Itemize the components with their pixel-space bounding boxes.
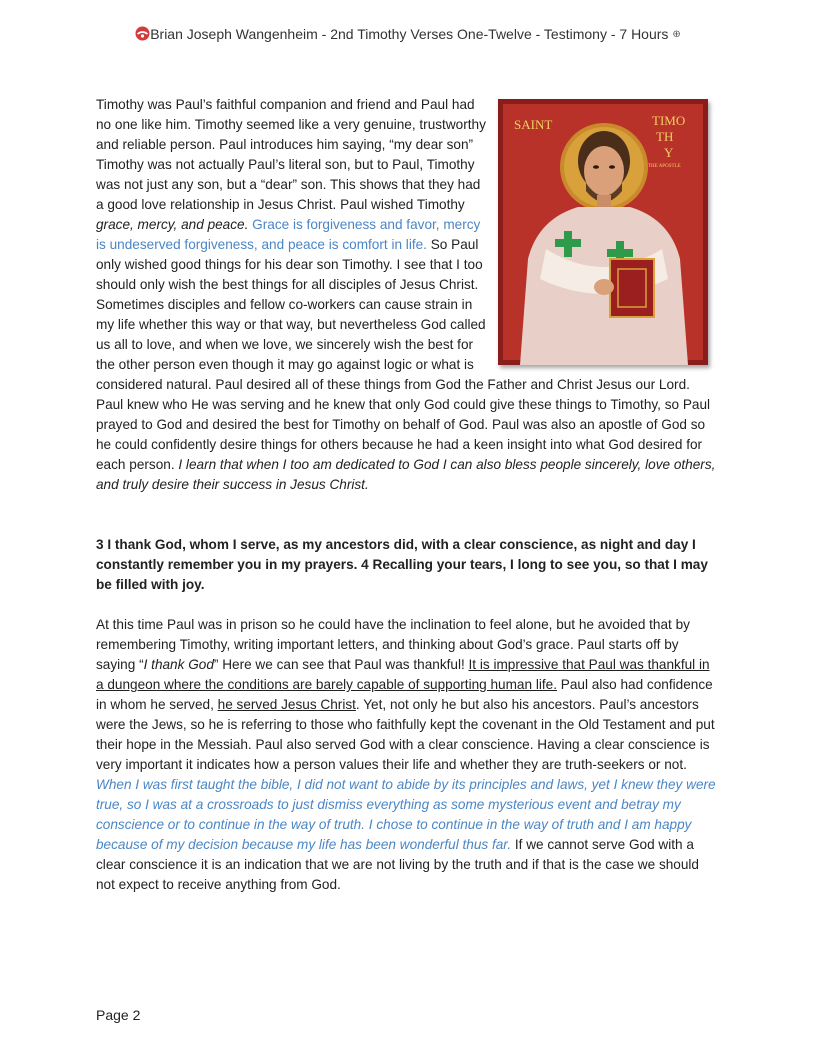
icon-name-line3: Y (664, 145, 674, 160)
p2-text-b: ” Here we can see that Paul was thankful! (213, 657, 469, 672)
paragraph-2 (96, 615, 720, 895)
p2-text-d: . Yet, not only he but also his ancestors. Paul’s ancestors were the Jews, so he is referring to those who faithfully kept the covenant in the Old Testament and put their hope in the Messiah. Paul also served God with a clear conscience. Having a clear conscience is very important it indicates how a person values their life and whether they are truth-seekers or not. (96, 697, 715, 772)
document-body (96, 95, 720, 895)
p2-text-a: At this time Paul was in prison so he could have the inclination to feel alone, but he avoided that by remembering Timothy, writing important letters, and thinking about God’s grace. Paul starts off by saying “ (96, 617, 690, 672)
p2-blue-testimony: When I was first taught the bible, I did not want to abide by its principles and laws, yet I knew they were true, so I was at a crossroads to just dismiss everything as some mysterious event and betray my conscience or to continue in the way of truth. I chose to continue in the way of truth and I am happy because of my decision because my life has been wonderful thus far. (96, 777, 716, 852)
icon-name-line2: TH (656, 129, 674, 144)
saint-timothy-icon-image (498, 99, 708, 365)
page-number: Page 2 (96, 1007, 141, 1023)
page-header (0, 26, 816, 42)
p2-underline-served: he served Jesus Christ (217, 697, 356, 712)
p1-text-a: Timothy was Paul’s faithful companion and friend and Paul had no one like him. Timothy seemed like a very genuine, trustworthy and reliable person. Paul introduces him saying, “my dear son” Timothy was not actually Paul’s literal son, but to Paul, Timothy was not just any son, but a “dear” son. This shows that they had a good love relationship in Jesus Christ. Paul wished Timothy (96, 97, 486, 212)
icon-epithet: THE APOSTLE (648, 164, 681, 169)
logo-icon (135, 26, 150, 41)
p1-italic-grace: grace, mercy, and peace. (96, 217, 249, 232)
p2-underline-dungeon: It is impressive that Paul was thankful in a dungeon where the conditions are barely capable of supporting human life. (96, 657, 710, 692)
p1-blue-definitions: Grace is forgiveness and favor, mercy is undeserved forgiveness, and peace is comfort in life. (96, 217, 481, 252)
header-title: Brian Joseph Wangenheim - 2nd Timothy Verses One-Twelve - Testimony - 7 Hours (150, 26, 669, 42)
globe-icon: ⊕ (672, 29, 681, 40)
p2-text-e: If we cannot serve God with a clear conscience it is an indication that we are not living by the truth and if that is the case we should not expect to receive anything from God. (96, 837, 699, 892)
verse-text: 3 I thank God, whom I serve, as my ancestors did, with a clear conscience, as night and day I constantly remember you in my prayers. 4 Recalling your tears, I long to see you, so that I may be filled with joy. (96, 537, 708, 592)
icon-saint-text: SAINT (514, 117, 553, 132)
icon-name-line1: TIMO (652, 113, 686, 128)
p2-italic-thank: I thank God (143, 657, 214, 672)
p1-text-b: So Paul only wished good things for his dear son Timothy. I see that I too should only wish the best things for all disciples of Jesus Christ. Sometimes disciples and fellow co-workers can cause strain in my life whether this way or that way, but nevertheless God called us all to love, and when we love, we sincerely wish the best for the other person even though it may go against logic or what is considered natural. Paul desired all of these things from God the Father and Christ Jesus our Lord. Paul knew who He was serving and he knew that only God could give these things to Timothy, so Paul prayed to God and desired the best for Timothy on behalf of God. Paul was also an apostle of God so he could confidently desire things for others because he had a keen insight into what God desired for each person. (96, 237, 711, 472)
p1-italic-lesson: I learn that when I too am dedicated to God I can also bless people sincerely, love others, and truly desire their success in Jesus Christ. (96, 457, 716, 492)
p2-text-c: Paul also had confidence in whom he served, (96, 677, 713, 712)
